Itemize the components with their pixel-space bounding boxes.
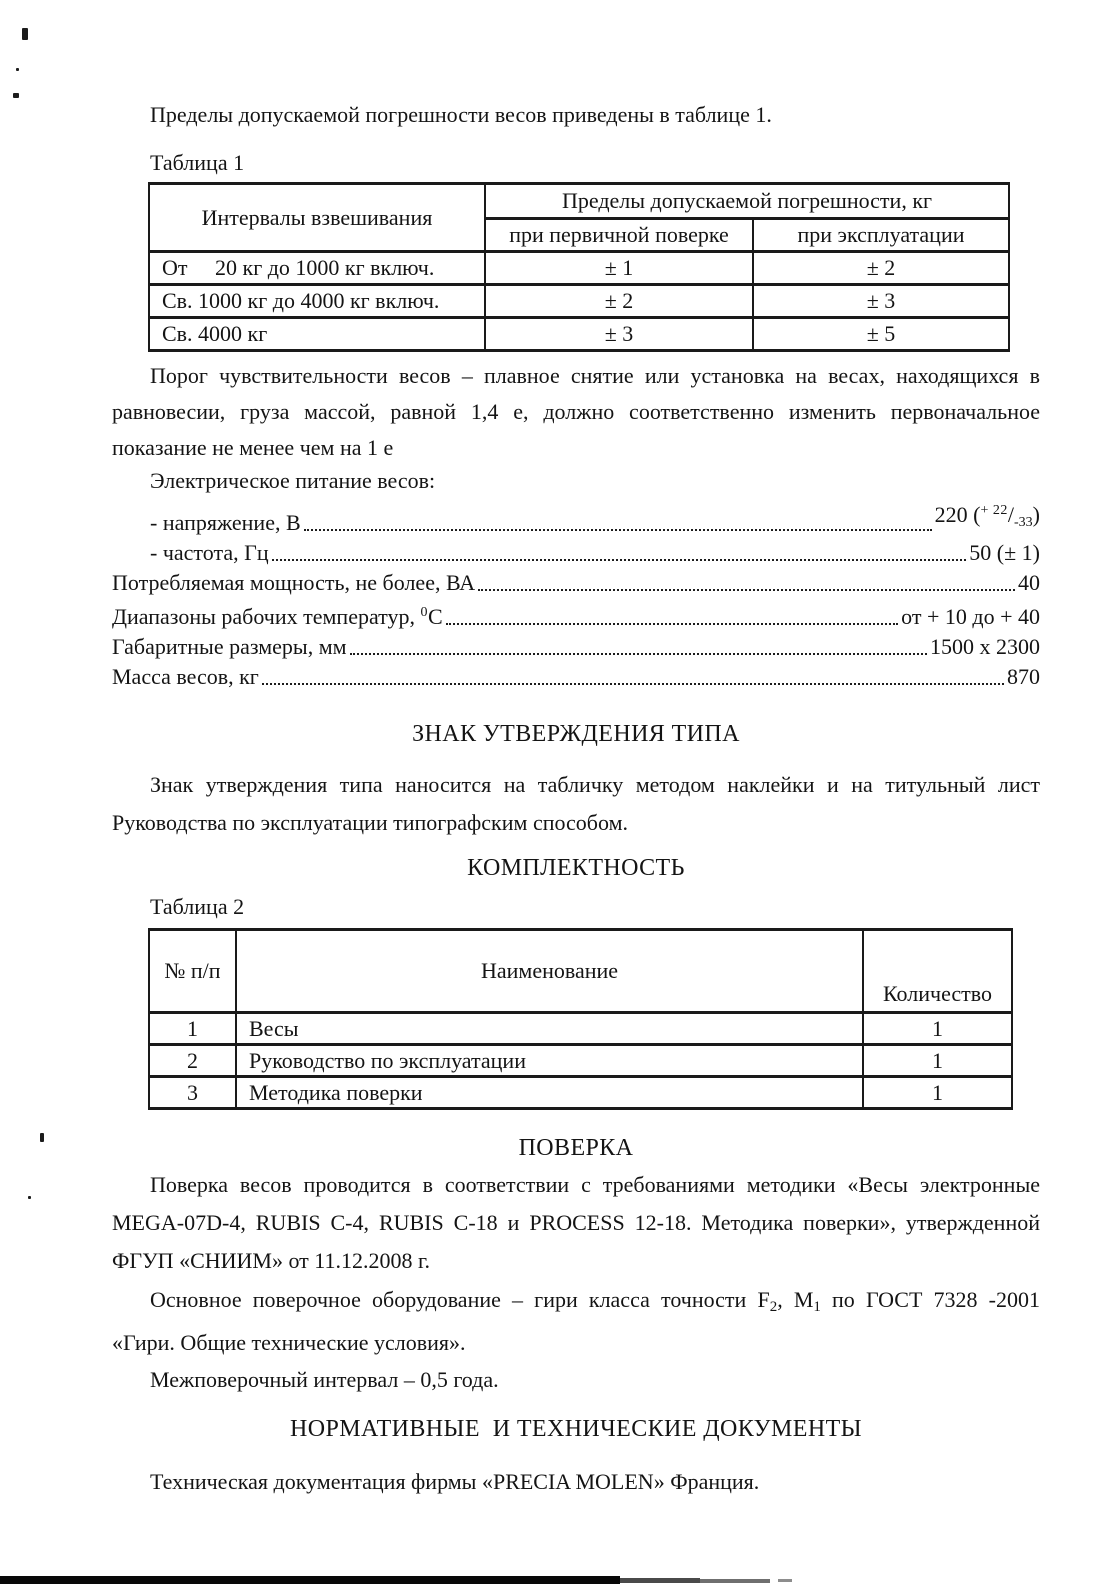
scan-speck (13, 93, 19, 98)
scan-speck (16, 68, 19, 71)
service-error-cell: ± 2 (753, 252, 1009, 285)
scan-speck (22, 28, 28, 40)
quantity-header-cell: Количество (863, 930, 1012, 1013)
table-header-row (149, 930, 1012, 1013)
service-error-cell: ± 5 (753, 318, 1009, 351)
dotted-leader (350, 653, 927, 655)
row-number-cell: 1 (149, 1013, 236, 1045)
spec-line-consumption (112, 568, 1040, 598)
verification-p2-pre: Основное поверочное оборудование – гири класса точности F (150, 1287, 770, 1312)
consumption-label: Потребляемая мощность, не более, ВА (112, 570, 476, 595)
primary-error-cell: ± 2 (485, 285, 753, 318)
mass-label: Масса весов, кг (112, 664, 259, 689)
dimensions-value: 1500 х 2300 (930, 634, 1040, 659)
verification-interval-paragraph: Межповерочный интервал – 0,5 года. (150, 1367, 499, 1392)
service-error-cell: ± 3 (753, 285, 1009, 318)
table-row (149, 285, 1009, 318)
dotted-leader (272, 559, 967, 561)
row-number-cell: 3 (149, 1077, 236, 1109)
intro-paragraph: Пределы допускаемой погрешности весов приведены в таблице 1. (150, 102, 772, 127)
verification-p2-post: по ГОСТ 7328 -2001 «Гири. Общие технические условия». (112, 1287, 1040, 1355)
table-row (149, 1077, 1012, 1109)
voltage-plus-tolerance: + 22 (980, 503, 1008, 518)
spec-line-mass (112, 662, 1040, 692)
dotted-leader (478, 589, 1015, 591)
spec-line-frequency (112, 538, 1040, 568)
voltage-minus-tolerance: -33 (1014, 515, 1033, 530)
primary-error-cell: ± 3 (485, 318, 753, 351)
temperature-label (112, 598, 443, 632)
verification-paragraph-1: Поверка весов проводится в соответствии с требованиями методики «Весы электронные MEGA-07D-4, RUBIS C-4, RUBIS C-18 и PROCESS 12-18. Методика поверки», утвержденной ФГУП «СНИИМ» от 11.12.2008 г. (112, 1172, 1040, 1273)
scan-artifact-bar (0, 1576, 620, 1584)
scan-artifact-bar (778, 1579, 792, 1582)
limits-span-header-cell: Пределы допускаемой погрешности, кг (485, 184, 1009, 219)
interval-cell: Св. 1000 кг до 4000 кг включ. (149, 285, 485, 318)
table1-caption: Таблица 1 (150, 150, 245, 175)
table-header-row (149, 184, 1009, 219)
sensitivity-paragraph: Порог чувствительности весов – плавное снятие или установка на весах, находящихся в равновесии, груза массой, равной 1,4 е, должно соответственно изменить первоначальное показание не менее чем на 1 е (112, 363, 1040, 460)
frequency-value: 50 (± 1) (969, 540, 1040, 565)
name-header-cell: Наименование (236, 930, 863, 1013)
voltage-slash: / (1007, 502, 1014, 527)
power-supply-intro: Электрическое питание весов: (150, 468, 436, 493)
quantity-cell: 1 (863, 1077, 1012, 1109)
type-approval-paragraph: Знак утверждения типа наносится на табличку методом наклейки и на титульный лист Руководства по эксплуатации типографским способом. (112, 772, 1040, 835)
table-row (149, 318, 1009, 351)
intervals-header-cell: Интервалы взвешивания (149, 184, 485, 252)
row-number-cell: 2 (149, 1045, 236, 1077)
voltage-label: - напряжение, В (150, 510, 301, 535)
quantity-cell: 1 (863, 1045, 1012, 1077)
spec-line-temperature (112, 598, 1040, 632)
item-name-cell: Руководство по эксплуатации (236, 1045, 863, 1077)
completeness-table (148, 928, 1013, 1110)
number-header-cell: № п/п (149, 930, 236, 1013)
scan-artifact-bar (620, 1578, 700, 1583)
dimensions-label: Габаритные размеры, мм (112, 634, 347, 659)
degree-superscript: 0 (420, 605, 428, 620)
documents-heading: НОРМАТИВНЫЕ И ТЕХНИЧЕСКИЕ ДОКУМЕНТЫ (290, 1416, 862, 1442)
spec-line-voltage (112, 496, 1040, 538)
verification-paragraph-2 (112, 1282, 1040, 1361)
voltage-value-post: ) (1032, 502, 1040, 527)
table2-caption: Таблица 2 (150, 894, 245, 919)
verification-heading: ПОВЕРКА (518, 1135, 634, 1161)
table-row (149, 1013, 1012, 1045)
weight-class-m-subscript: 1 (813, 1299, 821, 1315)
interval-cell: От 20 кг до 1000 кг включ. (149, 252, 485, 285)
scan-speck (40, 1133, 44, 1142)
completeness-heading: КОМПЛЕКТНОСТЬ (467, 855, 685, 881)
interval-cell: Св. 4000 кг (149, 318, 485, 351)
dotted-leader (446, 623, 898, 625)
in-service-header-cell: при эксплуатации (753, 219, 1009, 252)
quantity-cell: 1 (863, 1013, 1012, 1045)
verification-p2-mid: , М (777, 1287, 814, 1312)
item-name-cell: Методика поверки (236, 1077, 863, 1109)
type-approval-heading: ЗНАК УТВЕРЖДЕНИЯ ТИПА (412, 721, 740, 747)
mass-value: 870 (1007, 664, 1040, 689)
dotted-leader (262, 683, 1004, 685)
scan-artifact-bar (700, 1579, 770, 1583)
primary-error-cell: ± 1 (485, 252, 753, 285)
temperature-value: от + 10 до + 40 (901, 604, 1040, 629)
documents-paragraph: Техническая документация фирмы «PRECIA MOLEN» Франция. (150, 1469, 760, 1494)
error-limits-table (148, 182, 1010, 352)
voltage-value (935, 496, 1040, 538)
dotted-leader (304, 529, 932, 531)
temperature-label-post: С (428, 604, 443, 629)
consumption-value: 40 (1018, 570, 1040, 595)
table-row (149, 252, 1009, 285)
primary-verification-header-cell: при первичной поверке (485, 219, 753, 252)
item-name-cell: Весы (236, 1013, 863, 1045)
weight-class-f-subscript: 2 (769, 1299, 778, 1315)
spec-line-dimensions (112, 632, 1040, 662)
voltage-value-pre: 220 ( (934, 502, 981, 527)
table-row (149, 1045, 1012, 1077)
temperature-label-pre: Диапазоны рабочих температур, (112, 604, 421, 629)
frequency-label: - частота, Гц (150, 540, 269, 565)
scan-speck (28, 1196, 31, 1199)
